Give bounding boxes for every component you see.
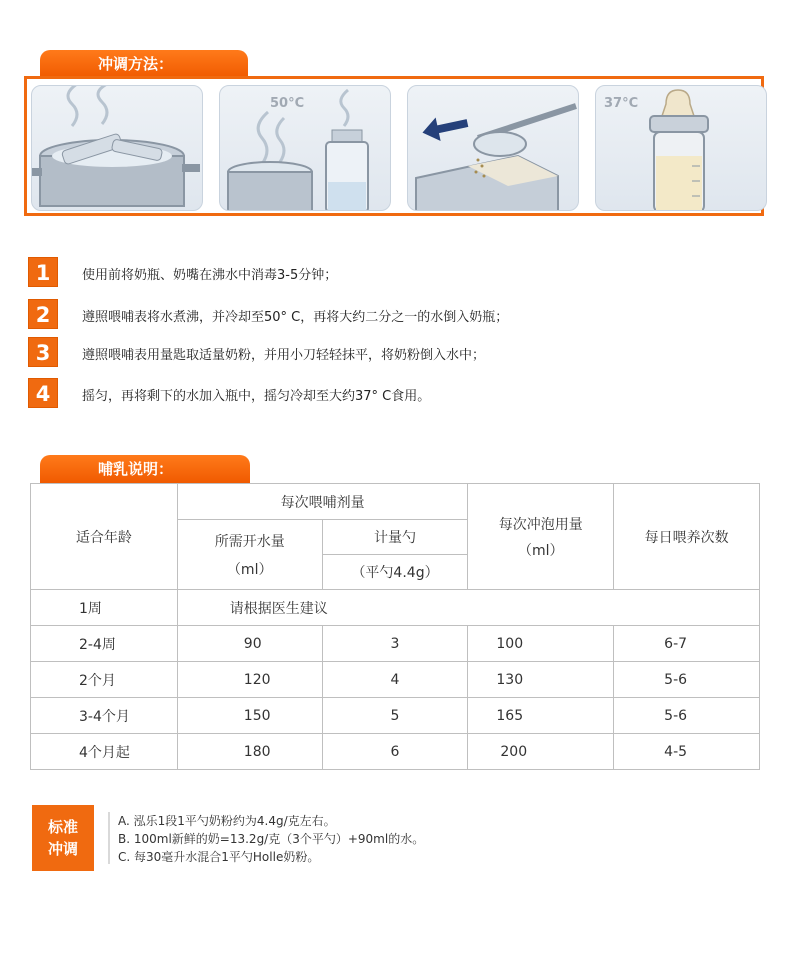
header-amount [468,484,614,590]
header-scoop: 计量勺 [322,520,468,555]
row-scoop: 4 [322,662,468,698]
row-water: 180 [177,734,322,770]
note-c: C. 每30毫升水混合1平勺Holle奶粉。 [118,850,320,864]
boil-illustration [31,85,203,211]
note-b: B. 100ml新鲜的奶=13.2g/克（3个平勺）+90ml的水。 [118,832,425,846]
baby-bottle-icon [596,86,767,211]
row-note: 请根据医生建议 [177,590,759,626]
method-title: 冲调方法： [98,55,174,73]
step-text: 摇匀，再将剩下的水加入瓶中，摇匀冷却至大约37° C食用。 [82,389,431,404]
row-age: 1周 [31,590,178,626]
row-amount: 100 [468,626,614,662]
powder-scoop-icon [408,86,579,211]
table-row [31,590,760,626]
temperature-37-label: 37°C [604,96,639,111]
temperature-50-label: 50°C [270,96,305,111]
step-text: 遵照喂哺表将水煮沸，并冷却至50° C，再将大约二分之一的水倒入奶瓶； [82,310,509,325]
standard-preparation-badge [32,805,94,871]
step-text: 遵照喂哺表用量匙取适量奶粉，并用小刀轻轻抹平，将奶粉倒入水中； [82,348,486,363]
header-amount-unit: （ml） [518,542,564,559]
step-3 [28,337,789,367]
step-text: 使用前将奶瓶、奶嘴在沸水中消毒3-5分钟； [82,268,338,283]
row-age: 3-4个月 [31,698,178,734]
table-row [31,662,760,698]
header-water [177,520,322,590]
row-scoop: 6 [322,734,468,770]
header-age: 适合年龄 [31,484,178,590]
feeding-title: 哺乳说明： [98,460,174,478]
step-number-badge: 2 [28,299,58,329]
badge-line-2: 冲调 [47,840,78,858]
step-1 [28,257,789,287]
method-illustration-strip [24,76,764,216]
step-number-badge: 4 [28,378,58,408]
step-2 [28,299,789,329]
table-row [31,734,760,770]
row-times: 5-6 [614,662,760,698]
row-age: 2-4周 [31,626,178,662]
row-water: 150 [177,698,322,734]
row-water: 90 [177,626,322,662]
serve-bottle-illustration [595,85,767,211]
header-dose: 每次喂哺剂量 [177,484,468,520]
row-amount: 130 [468,662,614,698]
header-times: 每日喂养次数 [614,484,760,590]
header-water-label: 所需开水量 [214,533,285,550]
standard-notes [118,812,424,866]
row-age: 4个月起 [31,734,178,770]
header-scoop-unit: （平勺4.4g） [322,555,468,590]
header-water-unit: （ml） [226,561,273,578]
header-amount-label: 每次冲泡用量 [498,516,583,533]
table-row [31,698,760,734]
cool-water-illustration [219,85,391,211]
row-times: 4-5 [614,734,760,770]
note-a: A. 泓乐1段1平勺奶粉约为4.4g/克左右。 [118,814,336,828]
step-number-badge: 3 [28,337,58,367]
badge-line-1: 标准 [47,818,78,836]
feeding-title-tab [40,455,250,483]
row-age: 2个月 [31,662,178,698]
row-amount: 165 [468,698,614,734]
row-amount: 200 [468,734,614,770]
boiling-pot-icon [32,86,203,211]
row-water: 120 [177,662,322,698]
divider [108,812,110,864]
row-scoop: 3 [322,626,468,662]
step-4 [28,378,789,408]
table-header-row [31,484,760,520]
row-times: 6-7 [614,626,760,662]
kettle-and-bottle-icon [220,86,391,211]
feeding-table [30,483,760,770]
step-number-badge: 1 [28,257,58,287]
method-title-tab [40,50,248,78]
row-scoop: 5 [322,698,468,734]
table-row [31,626,760,662]
row-times: 5-6 [614,698,760,734]
powder-scoop-illustration [407,85,579,211]
